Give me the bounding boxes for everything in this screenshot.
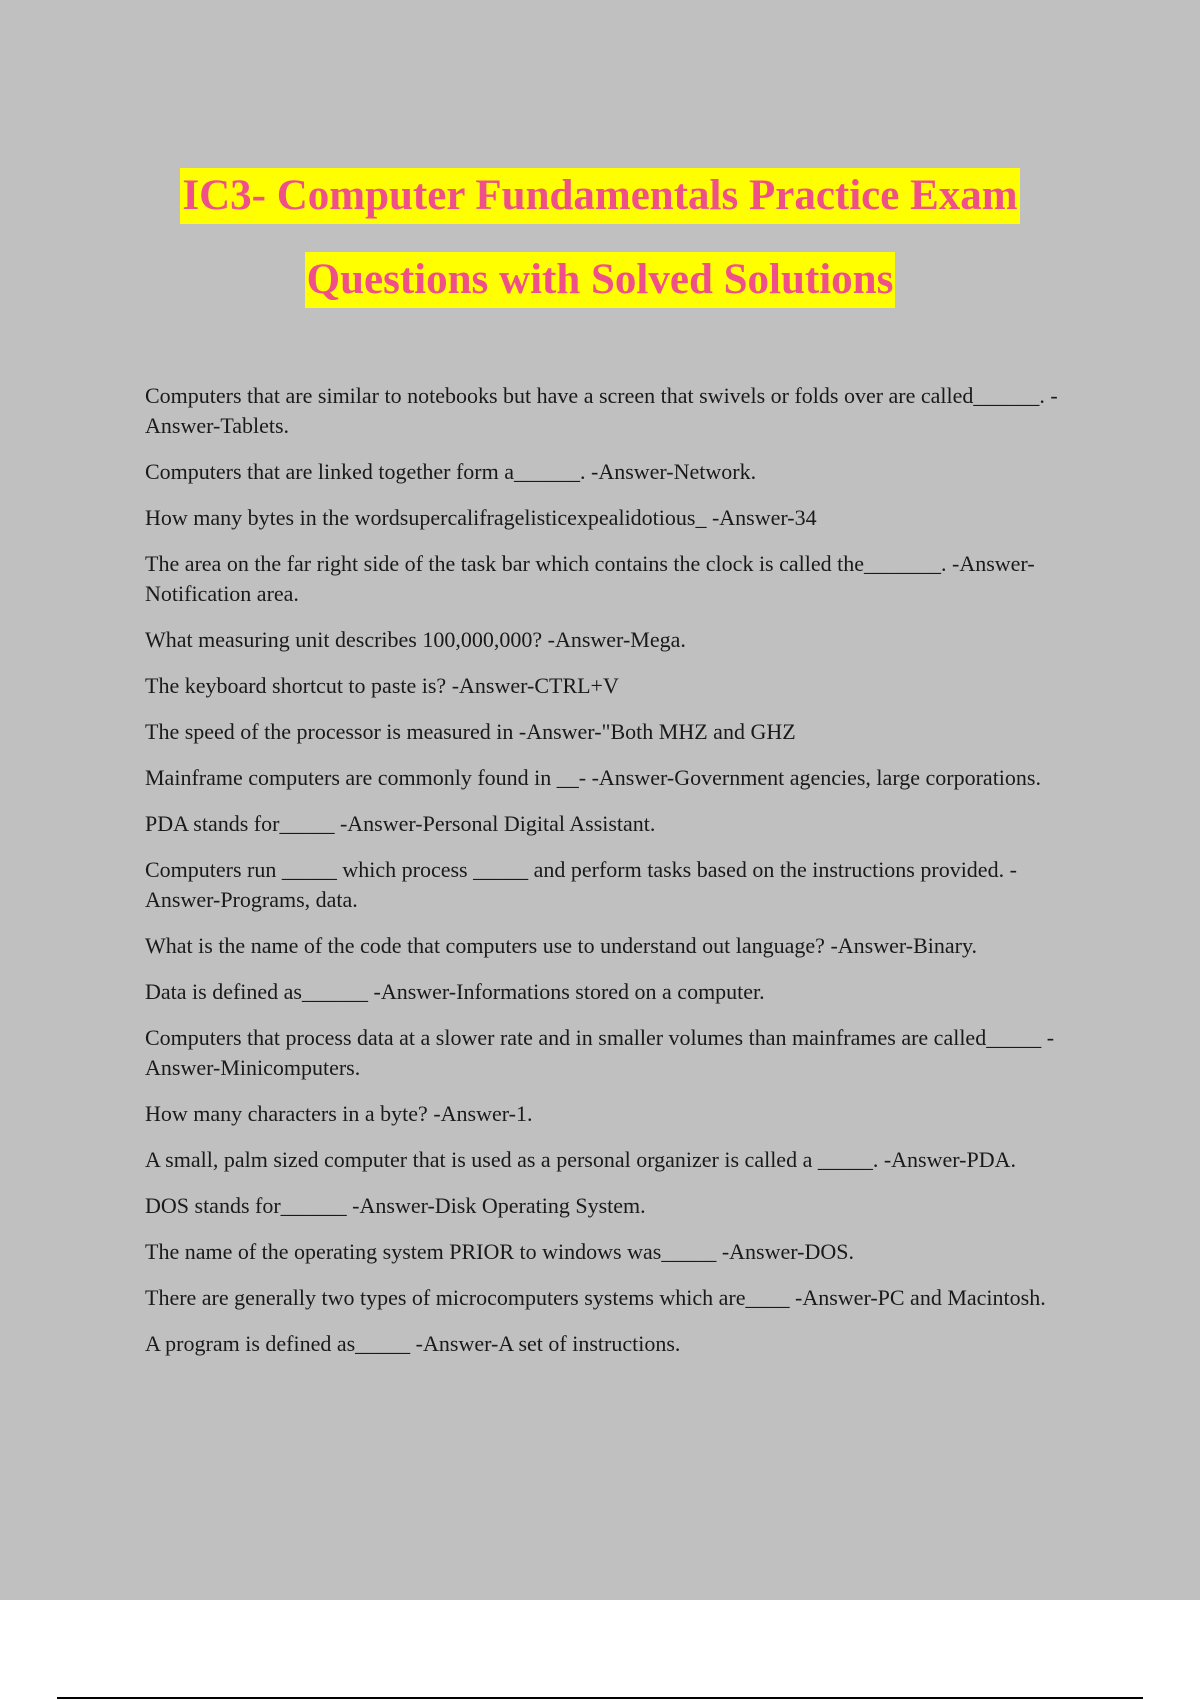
qa-item-12: Data is defined as______ -Answer-Informations stored on a computer. [145, 979, 765, 1004]
qa-item-8: Mainframe computers are commonly found in __- -Answer-Government agencies, large corporations. [145, 765, 1041, 790]
qa-item-14: How many characters in a byte? -Answer-1. [145, 1101, 533, 1126]
qa-item-7: The speed of the processor is measured in -Answer-"Both MHZ and GHZ [145, 719, 796, 744]
title-line-2 [0, 252, 1200, 336]
footer-divider [57, 1697, 1143, 1699]
qa-item-3: How many bytes in the wordsupercalifragelisticexpealidotious_ -Answer-34 [145, 505, 817, 530]
qa-item-16: DOS stands for______ -Answer-Disk Operating System. [145, 1193, 646, 1218]
qa-item-17: The name of the operating system PRIOR to windows was_____ -Answer-DOS. [145, 1239, 854, 1264]
qa-item-11: What is the name of the code that computers use to understand out language? -Answer-Binary. [145, 933, 978, 958]
qa-item-2: Computers that are linked together form a______. -Answer-Network. [145, 459, 757, 484]
qa-item-9: PDA stands for_____ -Answer-Personal Digital Assistant. [145, 811, 656, 836]
qa-item-5: What measuring unit describes 100,000,000? -Answer-Mega. [145, 627, 686, 652]
title-line-1 [0, 168, 1200, 252]
title-line-2-text: Questions with Solved Solutions [305, 252, 896, 308]
qa-item-4: The area on the far right side of the task bar which contains the clock is called the_______. -Answer-Notification area. [145, 551, 1035, 606]
document-title [0, 168, 1200, 336]
qa-item-6: The keyboard shortcut to paste is? -Answer-CTRL+V [145, 673, 619, 698]
qa-item-13: Computers that process data at a slower rate and in smaller volumes than mainframes are called_____ -Answer-Minicomputers. [145, 1025, 1055, 1080]
qa-item-19: A program is defined as_____ -Answer-A set of instructions. [145, 1331, 681, 1356]
qa-item-10: Computers run _____ which process _____ and perform tasks based on the instructions provided. -Answer-Programs, data. [145, 857, 1017, 912]
qa-item-1: Computers that are similar to notebooks but have a screen that swivels or folds over are called______. -Answer-Tablets. [145, 383, 1058, 438]
title-line-1-text: IC3- Computer Fundamentals Practice Exam [180, 168, 1019, 224]
question-answer-list [145, 381, 1085, 1375]
qa-item-18: There are generally two types of microcomputers systems which are____ -Answer-PC and Macintosh. [145, 1285, 1046, 1310]
page-footer [0, 1600, 1200, 1700]
qa-item-15: A small, palm sized computer that is used as a personal organizer is called a _____. -Answer-PDA. [145, 1147, 1016, 1172]
